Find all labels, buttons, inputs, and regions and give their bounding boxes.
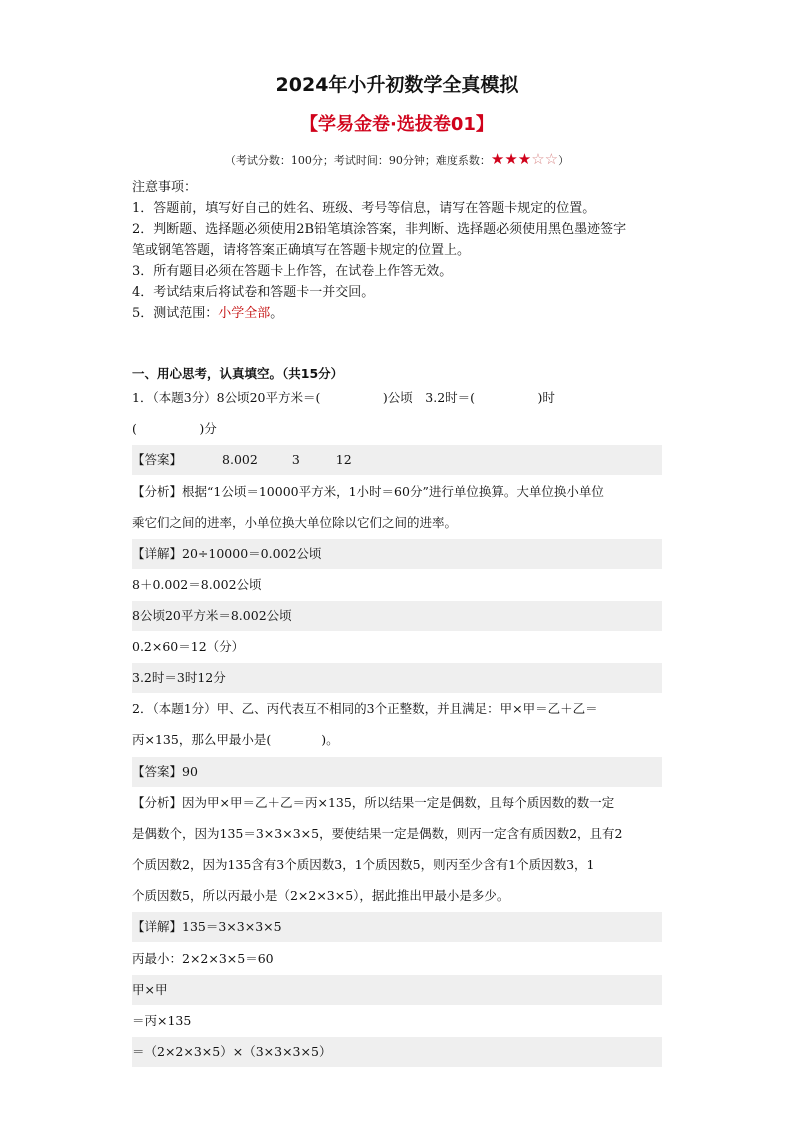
detail-line: 3.2时＝3时12分 (132, 663, 662, 693)
notes-item: 笔或钢笔答题，请将答案正确填写在答题卡规定的位置上。 (132, 243, 471, 258)
analysis-line: 乘它们之间的进率，小单位换大单位除以它们之间的进率。 (132, 515, 458, 530)
detail-line: ＝（2×2×3×5）×（3×3×3×5） (132, 1037, 662, 1067)
star-filled-icon: ★ (490, 150, 505, 168)
detail-line: 8＋0.002＝8.002公顷 (132, 577, 262, 592)
answer-line (132, 445, 662, 475)
detail-line: 【详解】20÷10000＝0.002公顷 (132, 539, 662, 569)
question-line: 2．（本题1分）甲、乙、丙代表互不相同的3个正整数，并且满足：甲×甲＝乙＋乙＝ (132, 701, 598, 716)
question-line: 1．（本题3分）8公顷20平方米＝( )公顷 3.2时＝( )时 (132, 390, 555, 405)
answer-value: 3 (291, 452, 300, 467)
meta-suffix: ） (558, 154, 570, 167)
star-empty-icon: ☆ (544, 150, 559, 168)
star-filled-icon: ★ (504, 150, 518, 168)
exam-meta (0, 150, 794, 168)
notes-item: 1．答题前，填写好自己的姓名、班级、考号等信息，请写在答题卡规定的位置。 (132, 201, 596, 216)
notes-item: 2．判断题、选择题必须使用2B铅笔填涂答案，非判断、选择题必须使用黑色墨迹签字 (132, 222, 627, 237)
detail-line: 丙最小：2×2×3×5＝60 (132, 951, 274, 966)
analysis-line: 个质因数5，所以丙最小是（2×2×3×5），据此推出甲最小是多少。 (132, 888, 510, 903)
scope-label: 5．测试范围： (132, 306, 219, 321)
detail-line: 甲×甲 (132, 975, 662, 1005)
answer-value: 8.002 (222, 452, 258, 467)
section-heading: 一、用心思考，认真填空。（共15分） (132, 366, 344, 381)
answer-label: 【答案】 (132, 452, 183, 467)
question-line: ( )分 (132, 421, 217, 436)
analysis-line: 【分析】根据“1公顷＝10000平方米，1小时＝60分”进行单位换算。大单位换小单位 (132, 484, 604, 499)
analysis-line: 是偶数个，因为135＝3×3×3×5，要使结果一定是偶数，则丙一定含有质因数2，且有2 (132, 826, 623, 841)
star-empty-icon: ☆ (531, 150, 545, 168)
difficulty-stars (490, 150, 559, 168)
notes-scope (132, 303, 692, 324)
meta-prefix: （考试分数：100分；考试时间：90分钟；难度系数： (224, 154, 491, 167)
notes-item: 4．考试结束后将试卷和答题卡一并交回。 (132, 285, 375, 300)
notes-heading: 注意事项： (132, 180, 198, 195)
notes-item: 3．所有题目必须在答题卡上作答，在试卷上作答无效。 (132, 264, 453, 279)
detail-line: 【详解】135＝3×3×3×5 (132, 912, 662, 942)
scope-end: 。 (270, 306, 284, 321)
analysis-line: 【分析】因为甲×甲＝乙＋乙＝丙×135，所以结果一定是偶数，且每个质因数的数一定 (132, 795, 615, 810)
page-subtitle: 【学易金卷·选拔卷01】 (300, 114, 494, 135)
scope-value: 小学全部 (218, 306, 271, 321)
analysis-line: 个质因数2，因为135含有3个质因数3，1个质因数5，则丙至少含有1个质因数3，1 (132, 857, 595, 872)
star-filled-icon: ★ (517, 150, 532, 168)
notes-block (132, 177, 692, 324)
question-line: 丙×135，那么甲最小是( )。 (132, 732, 339, 747)
page-title: 2024年小升初数学全真模拟 (275, 74, 519, 96)
answer-value: 12 (335, 452, 352, 467)
answer-line: 【答案】90 (132, 757, 662, 787)
detail-line: 8公顷20平方米＝8.002公顷 (132, 601, 662, 631)
detail-line: ＝丙×135 (132, 1013, 192, 1028)
detail-line: 0.2×60＝12（分） (132, 639, 245, 654)
